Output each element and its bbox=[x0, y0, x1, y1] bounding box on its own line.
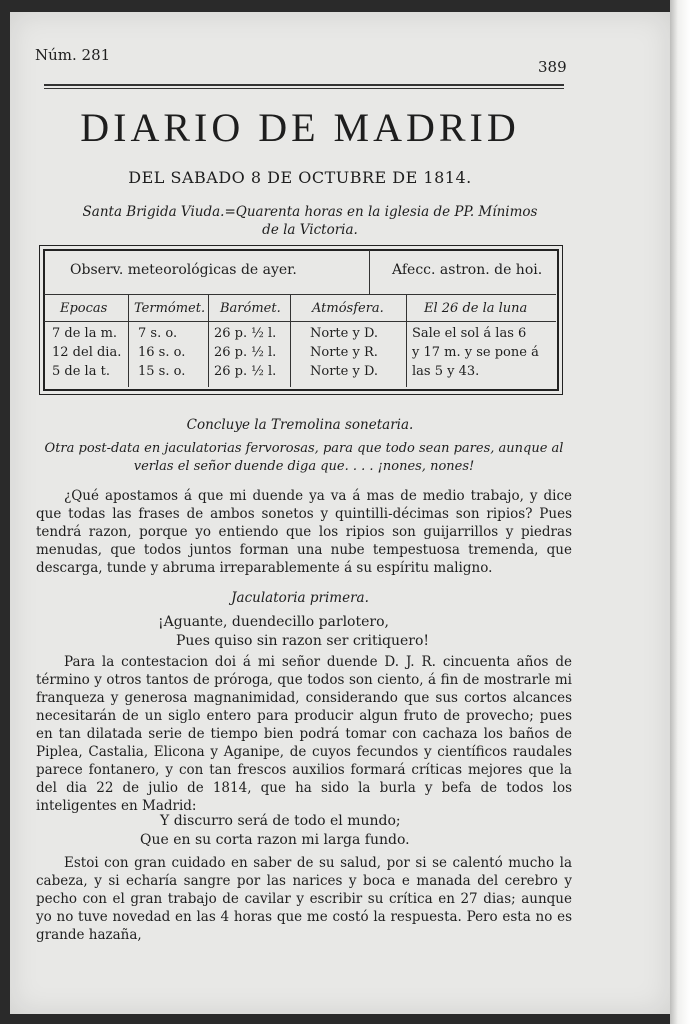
saint-line-1: Santa Brigida Viuda.=Quarenta horas en la iglesia de PP. Mínimos bbox=[82, 204, 538, 220]
verse-line: Y discurro será de todo el mundo; bbox=[160, 813, 401, 829]
masthead-title: DIARIO DE MADRID bbox=[80, 105, 520, 150]
table-divider bbox=[44, 294, 556, 295]
table-cell: Norte y D. bbox=[310, 326, 379, 341]
barometro-column bbox=[214, 324, 288, 381]
table-cell: Norte y D. bbox=[310, 364, 379, 379]
newspaper-page bbox=[10, 12, 670, 1014]
paragraph-3: Estoi con gran cuidado en saber de su salud, por si se calentó mucho la cabeza, y si echaría sangre por las narices y boca e manada del cerebro y pecho con el gran trabajo de cavilar y escribir su crítica en 27 dias; aunque yo no tuve novedad en las 4 horas que me costó la respuesta. Pero esta no es grande hazaña, bbox=[36, 855, 572, 943]
page-edge bbox=[670, 0, 690, 1024]
column-header-epocas: Epocas bbox=[60, 301, 108, 316]
table-cell: 7 de la m. bbox=[52, 326, 118, 341]
epocas-column bbox=[52, 324, 128, 381]
termometro-column bbox=[138, 324, 206, 381]
table-divider-vertical bbox=[290, 295, 291, 387]
atmosfera-column bbox=[310, 324, 402, 381]
paragraph-2: Para la contestacion doi á mi señor duende D. J. R. cincuenta años de término y otros tantos de prórogа, que todos son ciento, á fin de mostrarle mi franqueza y generosa magnanimidad, considerando que sus cortos alcances necesitarán de un siglo entero para producir algun fruto de provecho; pues en tan dilatada serie de tiempo bien podrá tomar con cachaza los baños de Piplea, Castalia, Elicona y Aganipe, de cuyos fecundos y científicos raudales parece fontanero, y con tan frescos auxilios formará críticas mejores que la del dia 22 de julio de 1814, que ha sido la burla y befa de todos los inteligentes en Madrid: bbox=[36, 654, 572, 814]
table-cell: 15 s. o. bbox=[138, 364, 186, 379]
table-divider bbox=[44, 321, 556, 322]
table-cell: 5 de la t. bbox=[52, 364, 110, 379]
column-header-atmosfera: Atmósfera. bbox=[312, 301, 384, 316]
table-divider-vertical bbox=[406, 295, 407, 387]
table-cell: 7 s. o. bbox=[138, 326, 178, 341]
paragraph-1: ¿Qué apostamos á que mi duende ya va á mas de medio trabajo, y dice que todas las frases de ambos sonetos y quintilli-décimas son ripios? Pues tendrá razon, porque yo entiendo que los ripios son guijarrillos y piedras menudas, que todos juntos forman una nube tempestuosa tremenda, que descarga, tunde y abruma irreparablemente á su espíritu maligno. bbox=[36, 488, 572, 576]
table-cell: Sale el sol á las 6 bbox=[412, 326, 527, 341]
column-header-luna: El 26 de la luna bbox=[424, 301, 528, 316]
header-rule-thin bbox=[44, 88, 564, 89]
table-cell: 16 s. o. bbox=[138, 345, 186, 360]
table-cell: Norte y R. bbox=[310, 345, 378, 360]
column-header-barometro: Barómet. bbox=[220, 301, 281, 316]
article-intro: Otra post-data en jaculatorias fervorosas, para que todo sean pares, aunque al verlas el señor duende diga que. . . . ¡nones, nones! bbox=[44, 441, 564, 474]
issue-date: DEL SABADO 8 DE OCTUBRE DE 1814. bbox=[128, 168, 472, 187]
header-rule bbox=[44, 84, 564, 86]
table-cell: 26 p. ½ l. bbox=[214, 345, 277, 360]
table-divider-vertical bbox=[208, 295, 209, 387]
weather-table-title: Observ. meteorológicas de ayer. bbox=[70, 262, 297, 278]
jaculatoria-title: Jaculatoria primera. bbox=[231, 590, 369, 606]
table-cell: 26 p. ½ l. bbox=[214, 326, 277, 341]
verse-line: Pues quiso sin razon ser critiquero! bbox=[176, 633, 430, 649]
moon-column bbox=[412, 324, 554, 381]
verse-line: ¡Aguante, duendecillo parlotero, bbox=[158, 614, 389, 630]
table-divider-vertical bbox=[128, 295, 129, 387]
issue-number: Núm. 281 bbox=[35, 46, 111, 64]
table-cell: 12 del dia. bbox=[52, 345, 122, 360]
page-number: 389 bbox=[538, 58, 567, 76]
astronomy-table-title: Afecc. astron. de hoi. bbox=[392, 262, 543, 278]
table-cell: y 17 m. y se pone á bbox=[412, 345, 539, 360]
table-cell: 26 p. ½ l. bbox=[214, 364, 277, 379]
table-cell: las 5 y 43. bbox=[412, 364, 480, 379]
saint-line-2: de la Victoria. bbox=[262, 222, 358, 238]
verse-line: Que en su corta razon mi larga fundo. bbox=[140, 832, 410, 848]
column-header-termometro: Termómet. bbox=[134, 301, 206, 316]
saint-of-day bbox=[50, 203, 570, 239]
article-title: Concluye la Tremolina sonetaria. bbox=[186, 417, 414, 433]
table-divider-vertical bbox=[369, 250, 370, 294]
